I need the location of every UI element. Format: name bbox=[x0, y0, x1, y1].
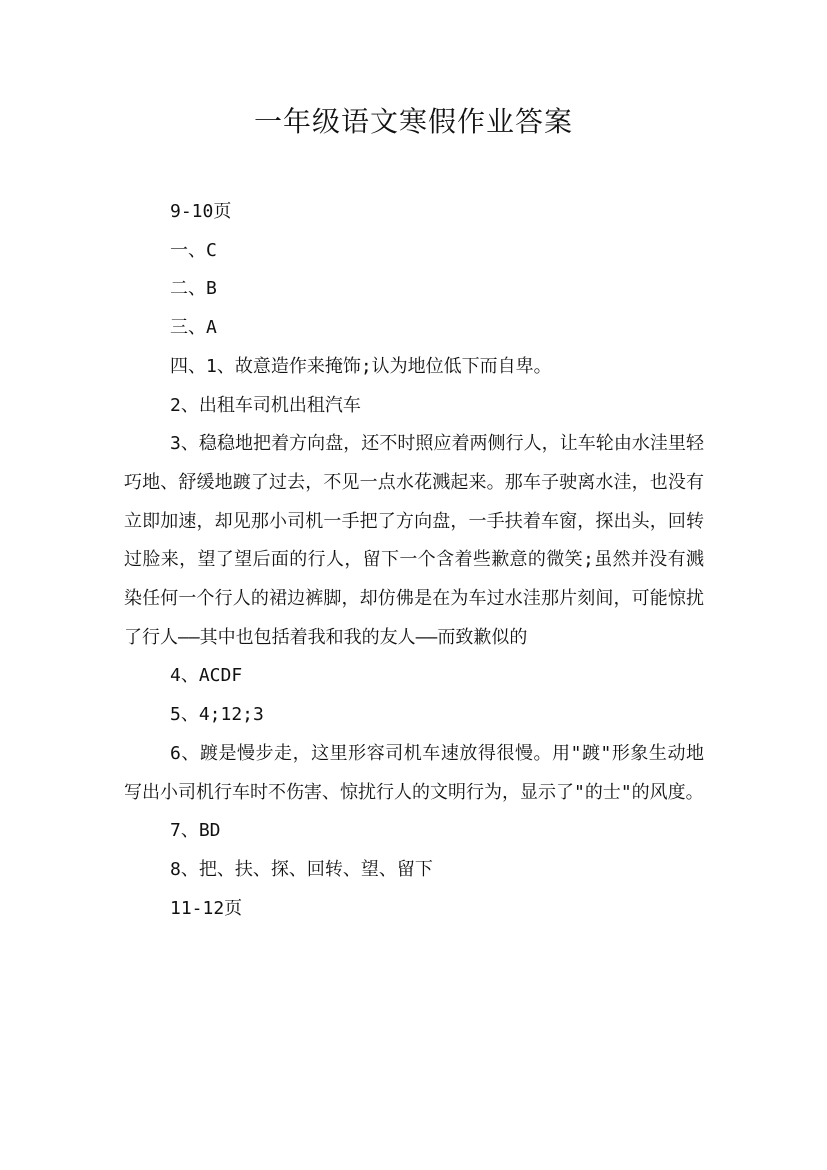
paragraph-answer-4-1: 四、1、故意造作来掩饰;认为地位低下而自卑。 bbox=[170, 355, 552, 377]
paragraph-answer-3: 三、A bbox=[170, 317, 217, 339]
paragraph-page-range-11-12: 11-12页 bbox=[170, 897, 243, 919]
paragraph-answer-4-3: 3、稳稳地把着方向盘，还不时照应着两侧行人，让车轮由水洼里轻巧地、舒缓地踱了过去，不见一点水花溅起来。那车子驶离水洼，也没有立即加速，却见那小司机一手把了方向盘，一手扶着车窗，探出头，回转过脸来，望了望后面的行人，留下一个含着些歉意的微笑;虽然并没有溅染任何一个行人的裙边裤脚，却仿佛是在为车过水洼那片刻间，可能惊扰了行人——其中也包括着我和我的友人——而致歉似的 bbox=[124, 433, 704, 648]
paragraph-answer-1: 一、C bbox=[170, 239, 217, 261]
paragraph-answer-4-7: 7、BD bbox=[170, 820, 221, 842]
paragraph-answer-4-4: 4、ACDF bbox=[170, 665, 243, 687]
paragraph-answer-4-2: 2、出租车司机出租汽车 bbox=[170, 394, 361, 416]
paragraph-answer-2: 二、B bbox=[170, 278, 217, 300]
document-body bbox=[124, 193, 704, 928]
paragraph-answer-4-6: 6、踱是慢步走，这里形容司机车速放得很慢。用"踱"形象生动地写出小司机行车时不伤害、惊扰行人的文明行为，显示了"的士"的风度。 bbox=[124, 742, 704, 803]
paragraph-answer-4-5: 5、4;12;3 bbox=[170, 704, 264, 726]
paragraph-answer-4-8: 8、把、扶、探、回转、望、留下 bbox=[170, 858, 433, 880]
paragraph-page-range-9-10: 9-10页 bbox=[170, 201, 232, 222]
document-title: 一年级语文寒假作业答案 bbox=[253, 105, 573, 138]
